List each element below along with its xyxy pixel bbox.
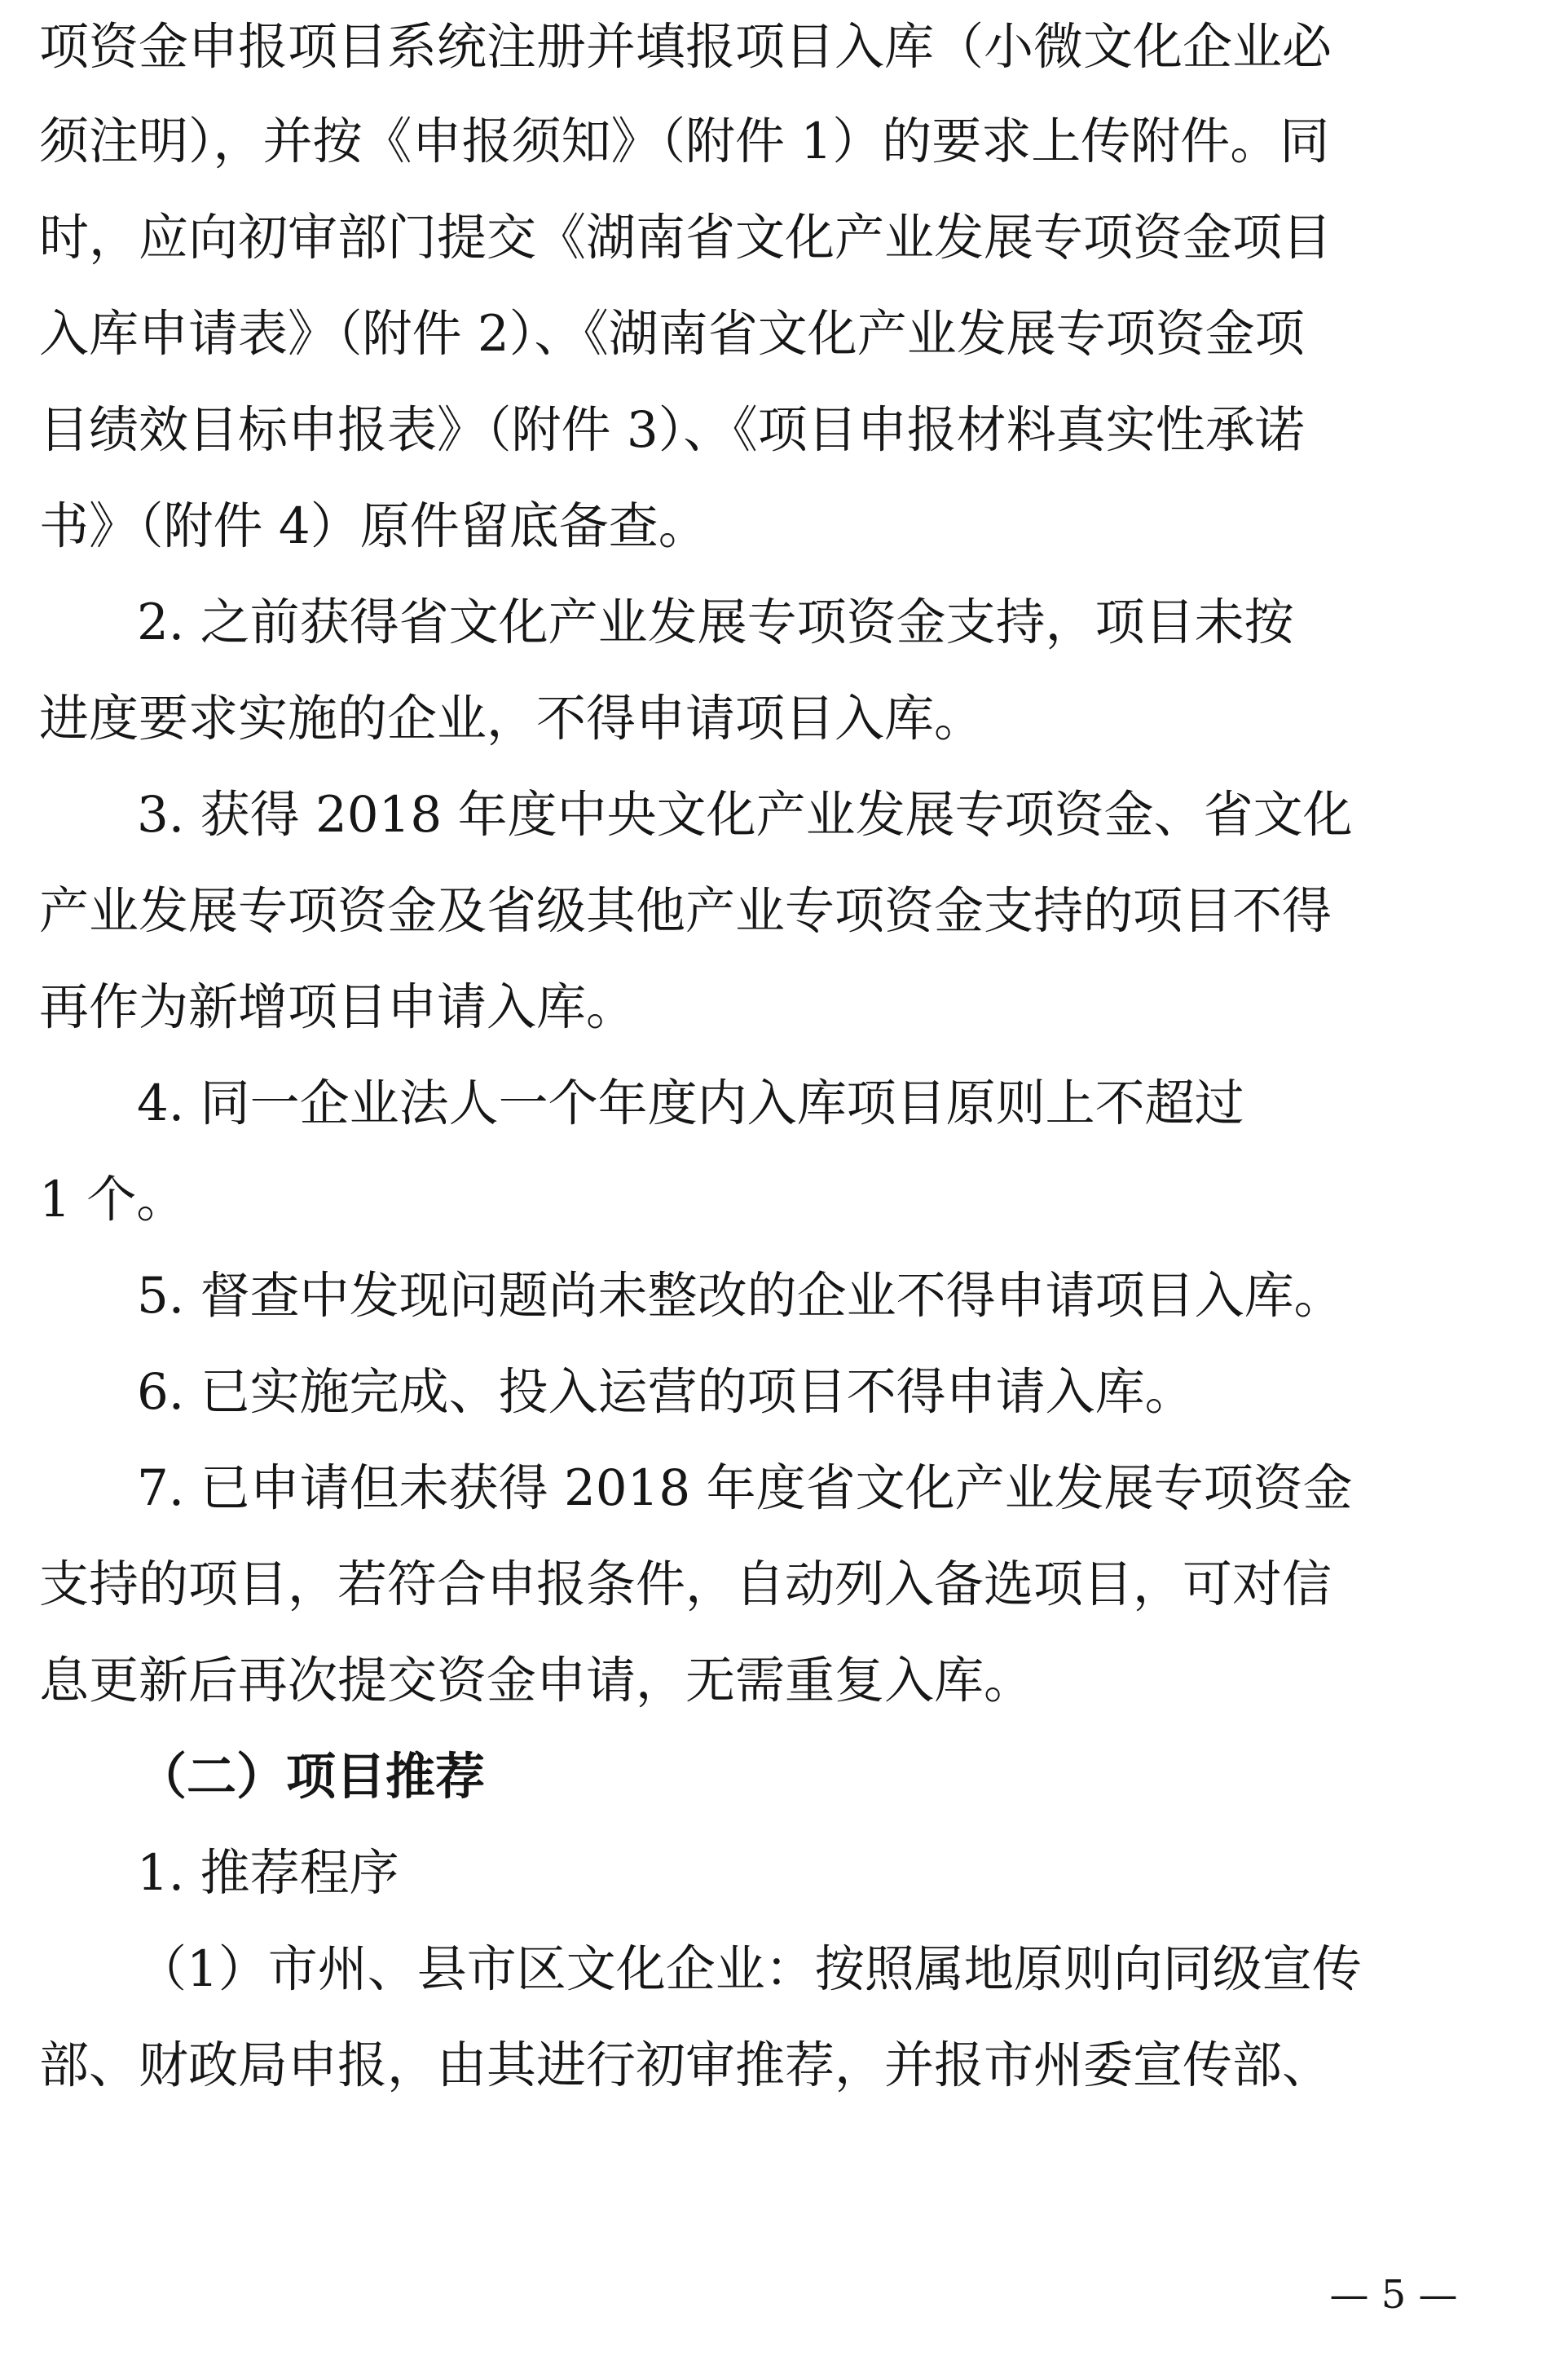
list-item-2-line: 2. 之前获得省文化产业发展专项资金支持，项目未按 [137, 593, 1294, 651]
body-text-line: 入库申请表》（附件 2）、《湖南省文化产业发展专项资金项 [39, 305, 1305, 363]
body-text-line: 项资金申报项目系统注册并填报项目入库（小微文化企业必 [39, 18, 1332, 76]
list-item-6-line: 6. 已实施完成、投入运营的项目不得申请入库。 [137, 1363, 1195, 1421]
body-text-line: 息更新后再次提交资金申请，无需重复入库。 [39, 1652, 1034, 1709]
body-text-line: 目绩效目标申报表》（附件 3）、《项目申报材料真实性承诺 [39, 401, 1305, 459]
body-text-line: 支持的项目，若符合申报条件，自动列入备选项目，可对信 [39, 1555, 1332, 1613]
body-text-line: 时，应向初审部门提交《湖南省文化产业发展专项资金项目 [39, 209, 1332, 267]
list-item-3-line: 3. 获得 2018 年度中央文化产业发展专项资金、省文化 [137, 786, 1353, 844]
body-text-line: 须注明），并按《申报须知》（附件 1）的要求上传附件。同 [39, 112, 1330, 170]
list-item-4-line: 4. 同一企业法人一个年度内入库项目原则上不超过 [137, 1074, 1244, 1132]
body-text-line: 进度要求实施的企业，不得申请项目入库。 [39, 690, 984, 748]
page-number: — 5 — [1329, 2272, 1458, 2318]
section-heading: （二）项目推荐 [137, 1748, 486, 1806]
list-item-5-line: 5. 督查中发现问题尚未整改的企业不得申请项目入库。 [137, 1267, 1344, 1325]
body-text-line: 产业发展专项资金及省级其他产业专项资金支持的项目不得 [39, 882, 1332, 940]
subsection-heading: 1. 推荐程序 [137, 1844, 399, 1902]
body-text-line: 书》（附件 4）原件留底备查。 [39, 497, 708, 555]
body-text-line: 部、财政局申报，由其进行初审推荐，并报市州委宣传部、 [39, 2036, 1332, 2094]
body-text-line: 再作为新增项目申请入库。 [39, 978, 636, 1036]
list-item-7-line: 7. 已申请但未获得 2018 年度省文化产业发展专项资金 [137, 1459, 1353, 1517]
body-text-line: 1 个。 [39, 1171, 187, 1229]
body-text-line: （1）市州、县市区文化企业：按照属地原则向同级宣传 [137, 1940, 1362, 1998]
